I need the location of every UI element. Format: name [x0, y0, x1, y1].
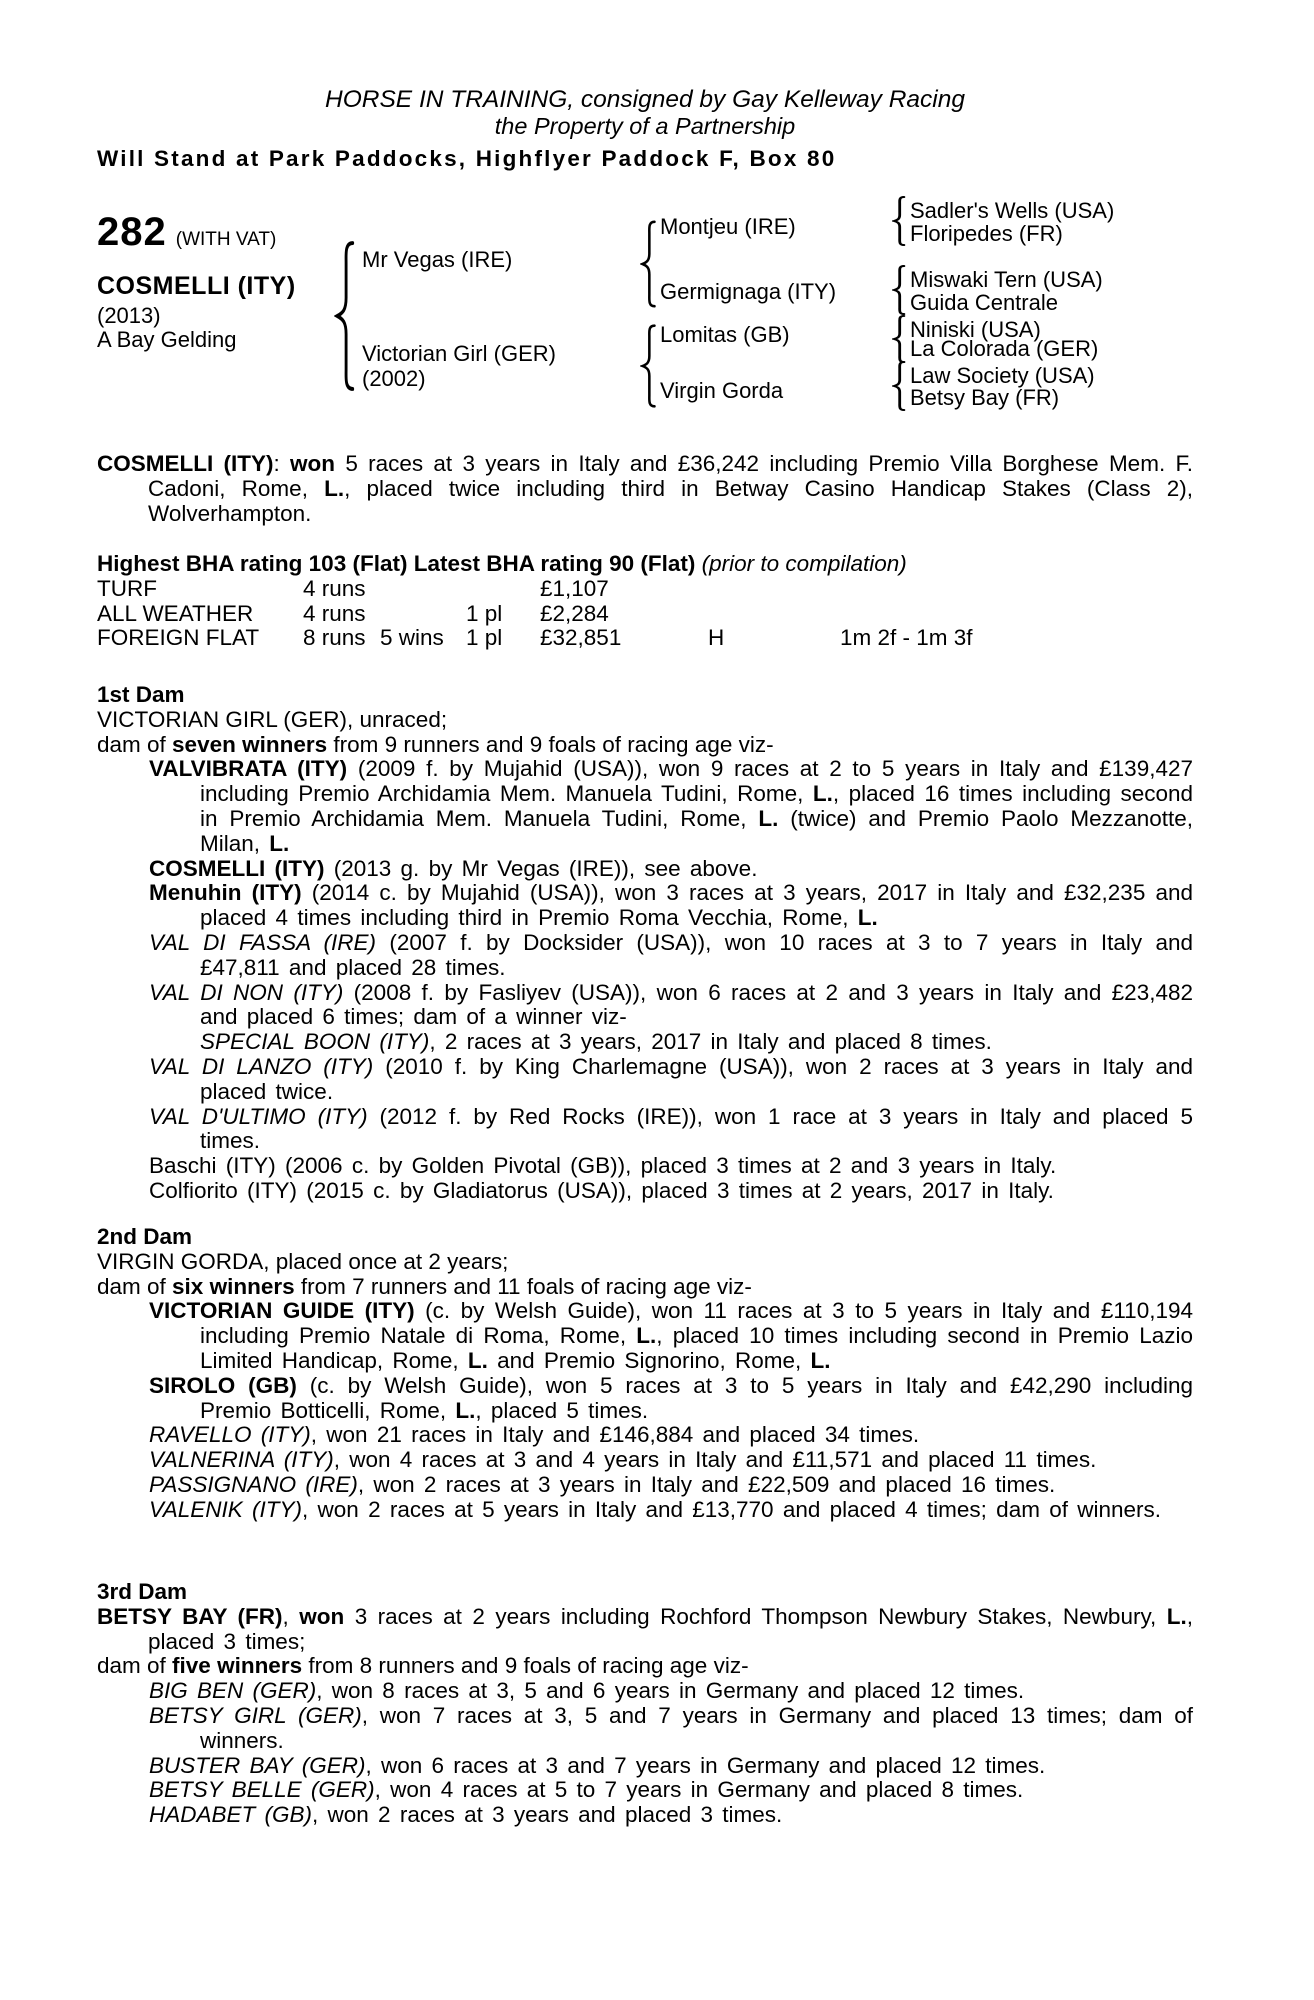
pedigree-ancestor-name: Sadler's Wells (USA): [910, 198, 1115, 223]
dam-produce-intro: dam of five winners from 8 runners and 9 foals of racing age viz-: [97, 1653, 749, 1679]
horse-color-sex: A Bay Gelding: [97, 327, 237, 352]
produce-entry: BUSTER BAY (GER), won 6 races at 3 and 7 years in Germany and placed 12 times.: [149, 1752, 1046, 1778]
pedigree-ancestor-name: Betsy Bay (FR): [910, 385, 1060, 410]
section-title: 3rd Dam: [97, 1579, 188, 1604]
pedigree-brace-icon: [892, 265, 906, 315]
produce-entry: Colfiorito (ITY) (2015 c. by Gladiatorus (USA)), placed 3 times at 2 years, 2017 in Italy.: [149, 1177, 1054, 1203]
pedigree-ancestor-name: Floripedes (FR): [910, 221, 1063, 246]
dam-sire-name: Lomitas (GB): [660, 322, 790, 347]
dam-summary: VIRGIN GORDA, placed once at 2 years;: [97, 1248, 509, 1274]
pedigree-brace-icon: [640, 220, 657, 308]
section-title: 2nd Dam: [97, 1224, 193, 1249]
ratings-header: Highest BHA rating 103 (Flat) Latest BHA rating 90 (Flat) (prior to compilation): [97, 551, 907, 576]
pedigree-ancestor-name: La Colorada (GER): [910, 336, 1099, 361]
dam-summary: BETSY BAY (FR), won 3 races at 2 years including Rochford Thompson Newbury Stakes, Newbury, L., placed 3 times;: [97, 1603, 1193, 1654]
runs-value: 4 runs: [303, 575, 366, 601]
earnings-value: £32,851: [540, 625, 622, 651]
sire-name: Mr Vegas (IRE): [362, 247, 513, 272]
lot-number: 282: [97, 210, 167, 254]
pedigree-brace-icon: [640, 324, 657, 408]
produce-entry: Baschi (ITY) (2006 c. by Golden Pivotal (GB)), placed 3 times at 2 and 3 years in Italy.: [149, 1153, 1057, 1179]
dam-foaling-year: (2002): [362, 366, 426, 391]
third-dam-section: [97, 1580, 1193, 1828]
produce-entry: BETSY BELLE (GER), won 4 races at 5 to 7 years in Germany and placed 8 times.: [149, 1777, 1024, 1803]
pedigree-brace-icon: [892, 361, 906, 411]
runs-value: 8 runs: [303, 625, 366, 651]
ratings-row: [97, 602, 1193, 627]
first-dam-section: [97, 683, 1193, 1204]
produce-entry: BIG BEN (GER), won 8 races at 3, 5 and 6 years in Germany and placed 12 times.: [149, 1678, 1025, 1704]
distance-range: 1m 2f - 1m 3f: [840, 625, 973, 651]
dam-name: Victorian Girl (GER): [362, 341, 556, 366]
produce-entry: BETSY GIRL (GER), won 7 races at 3, 5 and 7 years in Germany and placed 13 times; dam of winners.: [149, 1702, 1193, 1753]
dam-produce-intro: dam of seven winners from 9 runners and 9 foals of racing age viz-: [97, 731, 774, 757]
pedigree-ancestor-name: Guida Centrale: [910, 290, 1058, 315]
produce-entry: SIROLO (GB) (c. by Welsh Guide), won 5 races at 3 to 5 years in Italy and £42,290 including Premio Botticelli, Rome, L., placed 5 times.: [149, 1372, 1193, 1423]
produce-entry: VALNERINA (ITY), won 4 races at 3 and 4 years in Italy and £11,571 and placed 11 times.: [149, 1447, 1097, 1473]
produce-entry: COSMELLI (ITY) (2013 g. by Mr Vegas (IRE)), see above.: [149, 855, 758, 881]
class-value: H: [708, 625, 725, 651]
horse-name: COSMELLI (ITY): [97, 272, 296, 300]
race-record-paragraph: COSMELLI (ITY): won 5 races at 3 years in Italy and £36,242 including Premio Villa Borghese Mem. F. Cadoni, Rome, L., placed twice including third in Betway Casino Handicap Stakes (Class 2), Wolverhampton.: [97, 451, 1194, 526]
pedigree-brace-icon: [892, 315, 906, 363]
earnings-value: £2,284: [540, 600, 609, 626]
ratings-row: [97, 577, 1193, 602]
produce-entry: VALVIBRATA (ITY) (2009 f. by Mujahid (USA)), won 9 races at 2 to 5 years in Italy and £139,427 including Premio Archidamia Mem. Manuela Tudini, Rome, L., placed 16 times including second in Premio Archidamia Mem. Manuela Tudini, Rome, L. (twice) and Premio Paolo Mezzanotte, Milan, L.: [149, 756, 1194, 856]
dam-summary: VICTORIAN GIRL (GER), unraced;: [97, 706, 448, 732]
earnings-value: £1,107: [540, 575, 609, 601]
pedigree-brace-icon: [334, 240, 356, 392]
section-title: 1st Dam: [97, 682, 185, 707]
property-line: the Property of a Partnership: [494, 113, 796, 139]
surface-label: ALL WEATHER: [97, 600, 254, 626]
produce-entry: HADABET (GB), won 2 races at 3 years and placed 3 times.: [149, 1802, 783, 1828]
produce-entry: VALENIK (ITY), won 2 races at 5 years in Italy and £13,770 and placed 4 times; dam of winners.: [149, 1496, 1162, 1522]
runs-value: 4 runs: [303, 600, 366, 626]
pedigree-ancestor-name: Law Society (USA): [910, 363, 1095, 388]
places-value: 1 pl: [466, 600, 503, 626]
produce-entry: VAL DI NON (ITY) (2008 f. by Fasliyev (USA)), won 6 races at 2 and 3 years in Italy and £23,482 and placed 6 times; dam of a winner viz-: [149, 979, 1193, 1030]
wins-value: 5 wins: [380, 625, 444, 651]
race-record-section: [97, 452, 1193, 526]
places-value: 1 pl: [466, 625, 503, 651]
second-dam-section: [97, 1225, 1193, 1523]
dam-dam-name: Virgin Gorda: [660, 378, 784, 403]
produce-entry: PASSIGNANO (IRE), won 2 races at 3 years in Italy and £22,509 and placed 16 times.: [149, 1471, 1056, 1497]
surface-label: TURF: [97, 575, 157, 601]
produce-entry: VAL DI LANZO (ITY) (2010 f. by King Charlemagne (USA)), won 2 races at 3 years in Italy and placed twice.: [149, 1053, 1193, 1104]
ratings-row: [97, 626, 1193, 651]
pedigree-ancestor-name: Niniski (USA): [910, 317, 1041, 342]
consignment-title: HORSE IN TRAINING, consigned by Gay Kelleway Racing: [325, 86, 965, 113]
produce-entry: VICTORIAN GUIDE (ITY) (c. by Welsh Guide), won 11 races at 3 to 5 years in Italy and £110,194 including Premio Natale di Roma, Rome, L., placed 10 times including second in Premio Lazio Limited Handicap, Rome, L. and Premio Signorino, Rome, L.: [149, 1298, 1193, 1373]
sire-sire-name: Montjeu (IRE): [660, 214, 796, 239]
lot-number-row: [97, 210, 276, 255]
foaling-year: (2013): [97, 303, 161, 328]
stand-location: Will Stand at Park Paddocks, Highflyer Paddock F, Box 80: [97, 146, 837, 171]
page-header: [97, 86, 1193, 172]
vat-label: (WITH VAT): [175, 229, 277, 250]
produce-subentry: SPECIAL BOON (ITY), 2 races at 3 years, 2017 in Italy and placed 8 times.: [200, 1029, 992, 1055]
pedigree-ancestor-name: Miswaki Tern (USA): [910, 267, 1103, 292]
pedigree-brace-icon: [892, 196, 906, 246]
sire-dam-name: Germignaga (ITY): [660, 279, 837, 304]
produce-entry: VAL D'ULTIMO (ITY) (2012 f. by Red Rocks (IRE)), won 1 race at 3 years in Italy and placed 5 times.: [149, 1103, 1193, 1154]
surface-label: FOREIGN FLAT: [97, 625, 260, 651]
produce-entry: RAVELLO (ITY), won 21 races in Italy and £146,884 and placed 34 times.: [149, 1422, 920, 1448]
produce-entry: Menuhin (ITY) (2014 c. by Mujahid (USA)), won 3 races at 3 years, 2017 in Italy and £32,235 and placed 4 times including third in Premio Roma Vecchia, Rome, L.: [149, 880, 1193, 931]
dam-produce-intro: dam of six winners from 7 runners and 11 foals of racing age viz-: [97, 1273, 752, 1299]
ratings-section: [97, 552, 1193, 651]
produce-entry: VAL DI FASSA (IRE) (2007 f. by Docksider (USA)), won 10 races at 3 to 7 years in Italy and £47,811 and placed 28 times.: [149, 929, 1193, 980]
